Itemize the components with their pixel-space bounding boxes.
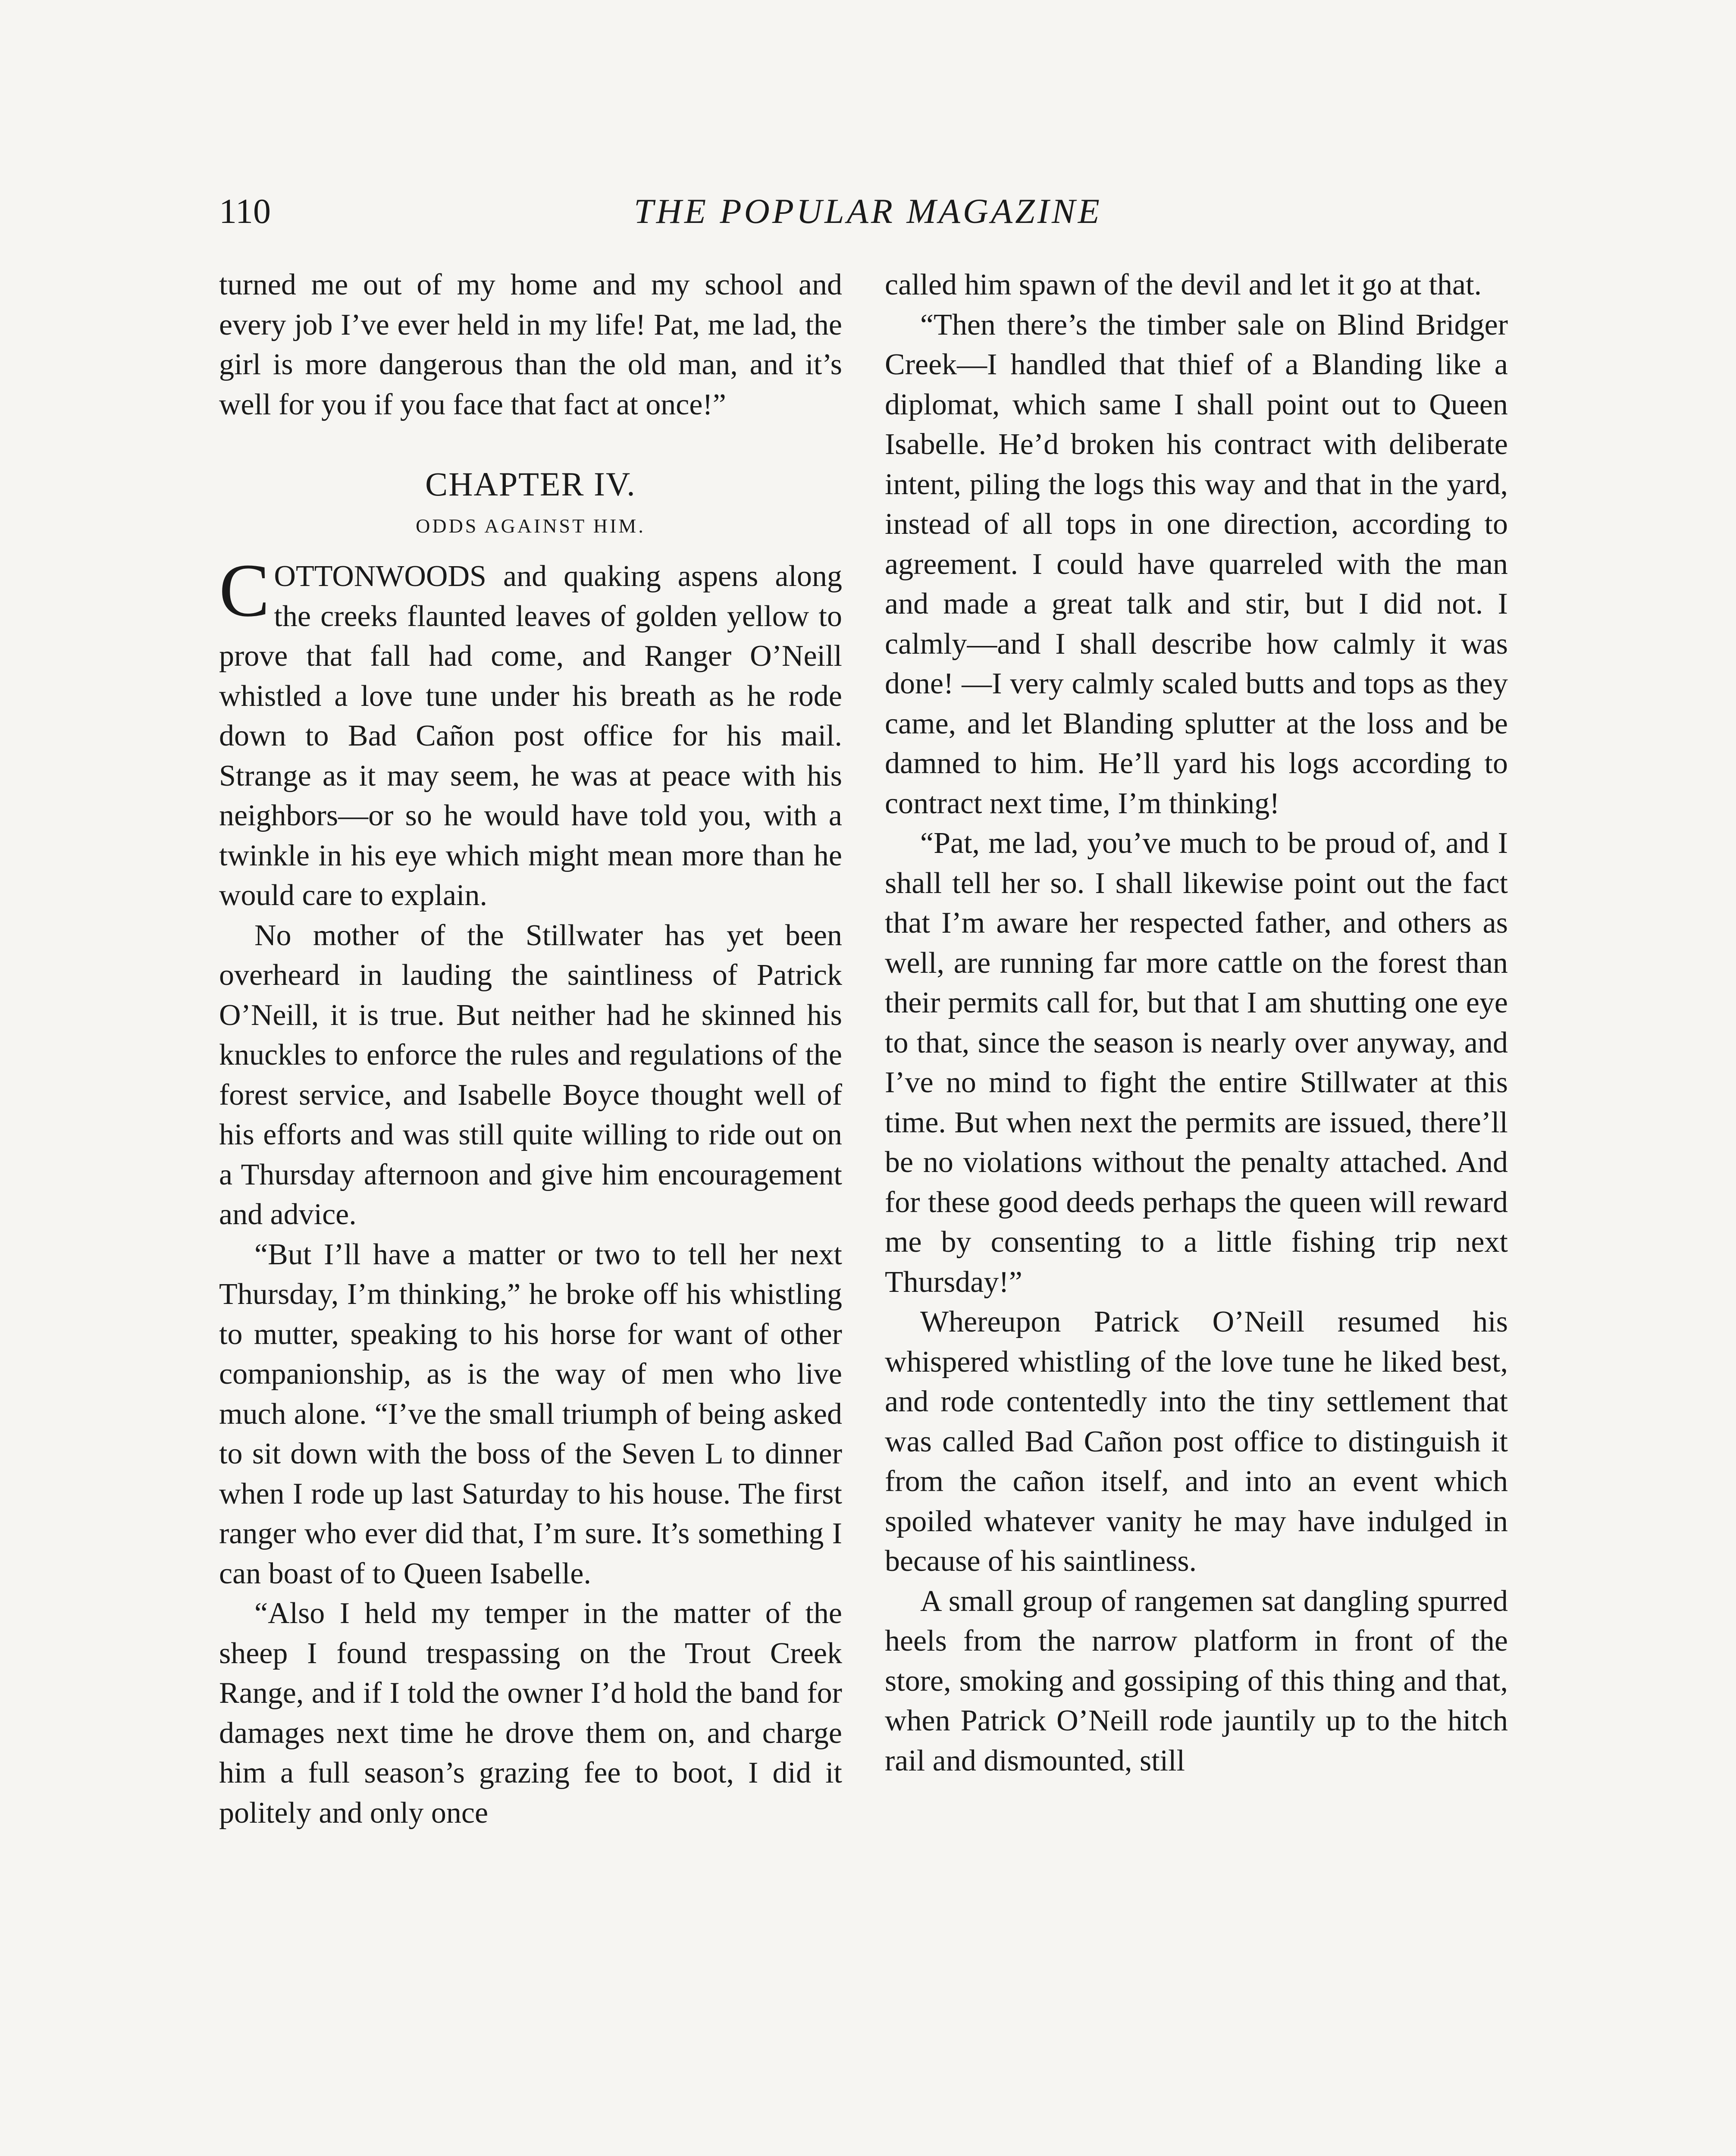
paragraph: A small group of rangemen sat dangling spurred heels from the narrow platform in front of the store, smoking and gossiping of this thing and that, when Patrick O’Neill rode jauntily up to the hitch rail and dismounted, still <box>885 1584 1508 1777</box>
paragraph: Whereupon Patrick O’Neill resumed his whispered whistling of the love tune he liked best, and rode contentedly into the tiny settlement that was called Bad Cañon post office to distinguish it from the cañon itself, and into an event which spoiled whatever vanity he may have indulged in because of his saintliness. <box>885 1305 1508 1578</box>
paragraph: “Pat, me lad, you’ve much to be proud of, and I shall tell her so. I shall likewise point out the fact that I’m aware her respected father, and others as well, are running far more cattle on the forest than their permits call for, but that I am shutting one eye to that, since the season is nearly over anyway, and I’ve no mind to fight the entire Stillwater at this time. But when next the permits are issued, there’ll be no violations without the penalty attached. And for these good deeds perhaps the queen will reward me by consenting to a little fishing trip next Thursday!” <box>885 827 1508 1299</box>
chapter-subtitle: ODDS AGAINST HIM. <box>416 515 646 537</box>
paragraph: “Then there’s the timber sale on Blind Bridger Creek—I handled that thief of a Blanding like a diplomat, which same I shall point out to Queen Isabelle. He’d broken his contract with deliberate intent, piling the logs this way and that in the yard, instead of all tops in one direction, according to agreement. I could have quarreled with the man and made a great talk and stir, but I did not. I calmly—and I shall describe how calmly it was done! —I very calmly scaled butts and tops as they came, and let Blanding splutter at the loss and be damned to him. He’ll yard his logs according to contract next time, I’m thinking! <box>885 308 1508 820</box>
page-number: 110 <box>219 191 271 231</box>
chapter-heading: CHAPTER IV. <box>425 465 636 503</box>
paragraph: turned me out of my home and my school and every job I’ve ever held in my life! Pat, me lad, the girl is more dangerous than the old man, and it’s well for you if you face that fact at once!” <box>219 268 842 421</box>
page-header <box>219 185 1517 237</box>
paragraph: “Also I held my temper in the matter of the sheep I found trespassing on the Trout Creek Range, and if I told the owner I’d hold the band for damages next time he drove them on, and charge him a full season’s grazing fee to boot, I did it politely and only once <box>219 1597 842 1830</box>
opening-paragraph-text: OTTONWOODS and quaking aspens along the creeks flaunted leaves of golden yellow to prove that fall had come, and Ranger O’Neill whistled a love tune under his breath as he rode down to Bad Cañon post office for his mail. Strange as it may seem, he was at peace with his neighbors—or so he would have told you, with a twinkle in his eye which might mean more than he would care to explain. <box>219 560 842 912</box>
opening-paragraph <box>219 548 842 916</box>
paragraph: “But I’ll have a matter or two to tell her next Thursday, I’m thinking,” he broke off his whistling to mutter, speaking to his horse for want of other companionship, as is the way of men who live much alone. “I’ve the small triumph of being asked to sit down with the boss of the Seven L to dinner when I rode up last Saturday to his house. The first ranger who ever did that, I’m sure. It’s something I can boast of to Queen Isabelle. <box>219 1238 842 1590</box>
drop-cap: C <box>219 548 270 633</box>
right-column <box>885 265 1508 1781</box>
paragraph: called him spawn of the devil and let it go at that. <box>885 268 1482 301</box>
left-column <box>219 265 842 1833</box>
running-title: THE POPULAR MAGAZINE <box>634 191 1102 231</box>
paragraph: No mother of the Stillwater has yet been overheard in lauding the saintliness of Patrick O’Neill, it is true. But neither had he skinned his knuckles to enforce the rules and regulations of the forest service, and Isabelle Boyce thought well of his efforts and was still quite willing to ride out on a Thursday afternoon and give him encouragement and advice. <box>219 918 842 1231</box>
